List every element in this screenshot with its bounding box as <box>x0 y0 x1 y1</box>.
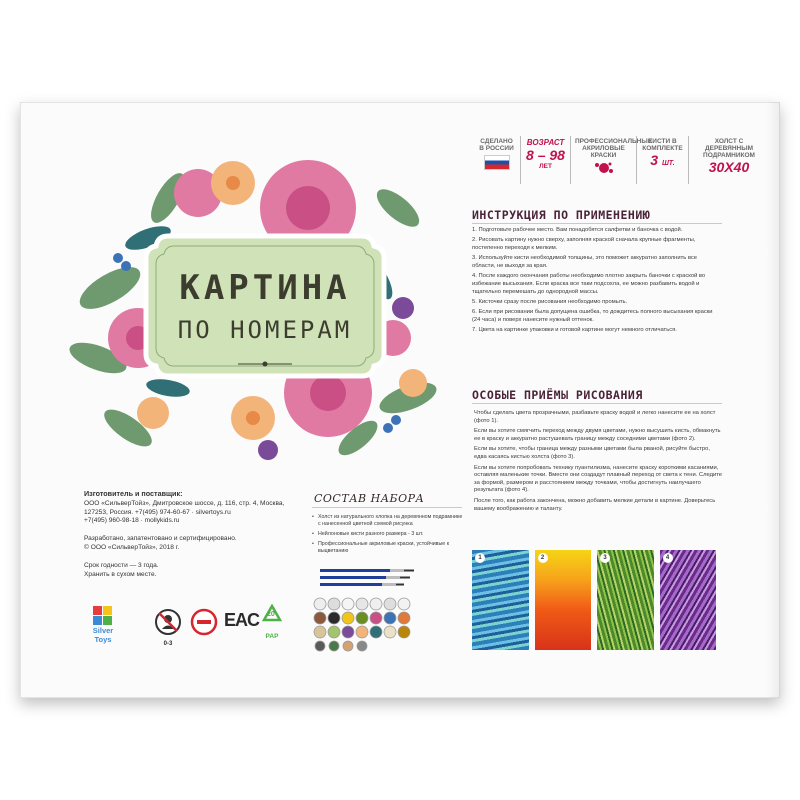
kit-item: • Профессиональные акриловые краски, устойчивые к выцветанию <box>312 541 466 555</box>
instruction-item: 4. После каждого окончания работы необходимо плотно закрыть баночки с краской во избежание высыхания. Если краска все таки подсохла, ее можно разбавить водой и тщательно перемешать до однородной массы. <box>472 273 706 295</box>
copyright-note: © ООО «СильверТойз», 2018 г. <box>84 543 180 551</box>
storage-note: Хранить в сухом месте. <box>84 570 157 578</box>
technique-photo <box>535 550 592 650</box>
instructions-heading: ИНСТРУКЦИЯ ПО ПРИМЕНЕНИЮ <box>472 208 651 222</box>
technique-photo <box>597 550 654 650</box>
brushes-label: КИСТИ В КОМПЛЕКТЕ <box>642 138 683 152</box>
instruction-item: 2. Рисовать картину нужно сверху, заполняя краской сначала крупные фрагменты, постепенно переходя к мелким. <box>472 237 696 251</box>
recycle-logo <box>260 604 284 640</box>
instruction-item: 1. Подготовьте рабочее место. Вам понадобятся салфетки и баночка с водой. <box>472 227 683 233</box>
kit-heading: СОСТАВ НАБОРА <box>314 492 425 505</box>
brushes-value: 3 <box>650 152 659 168</box>
photo-number: 3 <box>600 553 610 563</box>
technique-item: Если вы хотите, чтобы граница между разными цветами была рваной, рисуйте быстро, едва касаясь кистью холста (фото 3). <box>474 446 710 460</box>
product-title: КАРТИНА <box>179 268 351 308</box>
canvas-label: ХОЛСТ С ДЕРЕВЯННЫМ ПОДРАМНИКОМ <box>703 138 755 159</box>
safety-logo <box>190 608 218 641</box>
instructions-divider <box>472 223 722 224</box>
eac-logo: EAC <box>224 610 260 630</box>
technique-item: Чтобы сделать цвета прозрачными, разбавьте краску водой и легко нанесите ее на холст (фото 1). <box>474 410 716 424</box>
technique-photo <box>660 550 717 650</box>
safety-warning-icon <box>190 608 218 636</box>
photo-number: 2 <box>538 553 548 563</box>
instruction-item: 5. Кисточки сразу после рисования необходимо промыть. <box>472 298 628 305</box>
manufacturer-title: Изготовитель и поставщик: <box>84 489 183 498</box>
technique-photos <box>472 550 716 650</box>
patent-note: Разработано, запатентовано и сертифицировано. <box>84 535 237 543</box>
technique-item: После того, как работа закончена, можно добавить мелкие детали в картине. Доверьтесь вашему воображению и таланту. <box>474 497 716 512</box>
technique-item: Если вы хотите попробовать технику пуантилизма, нанесите краску короткими касаниями, оставляя маленькие точки. Вместе они создадут плавный переход от света к тени. Следите за формой, размером и расстоянием между точками, чтобы достигнуть наилучшего результата (фото 4). <box>474 464 723 494</box>
instruction-item: 3. Используйте кисти необходимой толщины, это поможет аккуратно заполнить все области, не выходя за края. <box>472 255 698 269</box>
recycle-number: 20 <box>267 611 275 618</box>
product-subtitle: ПО НОМЕРАМ <box>177 316 353 344</box>
age-warning-label: 0-3 <box>163 641 173 647</box>
badge-canvas <box>689 136 769 184</box>
canvas-size: 30Х40 <box>708 159 750 175</box>
shelf-life: Срок годности — 3 года. <box>84 561 159 569</box>
technique-photo <box>472 550 529 650</box>
special-divider <box>472 403 722 404</box>
paints-label: ПРОФЕССИОНАЛЬНЫЕ АКРИЛОВЫЕ КРАСКИ <box>575 138 653 159</box>
russia-flag-icon <box>484 155 510 170</box>
manufacturer-phone: +7(495) 960-98-18 · mollykids.ru <box>84 517 180 525</box>
paint-splash-icon <box>593 161 615 175</box>
kit-item: • Нейлоновые кисти разного размера - 3 шт. <box>312 531 466 538</box>
brushes-image <box>316 566 426 588</box>
photo-number: 4 <box>663 553 673 563</box>
brushes-unit: ШТ. <box>661 160 675 167</box>
manufacturer-address: ООО «СильверТойз», Дмитровское шоссе, д. 116, стр. 4, Москва, 127253, Россия. +7(495) 974-60-67 · silvertoys.ru <box>84 499 285 516</box>
technique-item: Если вы хотите смягчить переход между двумя цветами, нужно высушить кисть, обмакнуть ее в краску и аккуратно растушевать границу между соседними цветами (фото 2). <box>474 428 721 442</box>
paint-pots-image <box>312 596 422 652</box>
age-unit: ЛЕТ <box>539 163 552 170</box>
no-children-icon <box>154 608 182 636</box>
instruction-item: 7. Цвета на картинке упаковки и готовой картине могут немного отличаться. <box>472 327 677 334</box>
age-label: ВОЗРАСТ <box>526 138 565 147</box>
box-edge-shade <box>766 102 780 698</box>
badge-age <box>521 136 571 184</box>
manufacturer-info <box>84 490 294 579</box>
title-label <box>138 268 392 344</box>
toy-cube-icon <box>91 604 115 626</box>
badge-paints <box>571 136 653 184</box>
age-value: 8 – 98 <box>526 147 565 163</box>
photo-number: 1 <box>475 553 485 563</box>
badge-made-in-russia <box>473 136 521 184</box>
silvertoys-logo <box>84 604 122 648</box>
age-warning-logo <box>154 608 182 647</box>
made-in-label: СДЕЛАНО В РОССИИ <box>479 138 514 152</box>
recycle-code: PAP <box>265 633 279 640</box>
brushes-count <box>641 152 684 172</box>
special-techniques-heading: ОСОБЫЕ ПРИЁМЫ РИСОВАНИЯ <box>472 388 643 402</box>
brand-name: Silver Toys <box>92 626 114 644</box>
badge-brushes <box>637 136 689 184</box>
kit-divider <box>312 507 462 508</box>
instructions-list <box>472 227 720 338</box>
kit-item: • Холст из натурального хлопка на деревянном подрамнике с нанесенной цветной схемой рисунка <box>312 514 466 528</box>
info-badges <box>473 136 769 184</box>
instruction-item: 6. Если при рисовании была допущена ошибка, то дождитесь полного высыхания краски (24 часа) и поверх нанесите нужный оттенок. <box>472 309 713 323</box>
kit-contents-list <box>312 514 466 558</box>
special-techniques-list <box>474 410 724 516</box>
certification-logos <box>84 604 304 648</box>
